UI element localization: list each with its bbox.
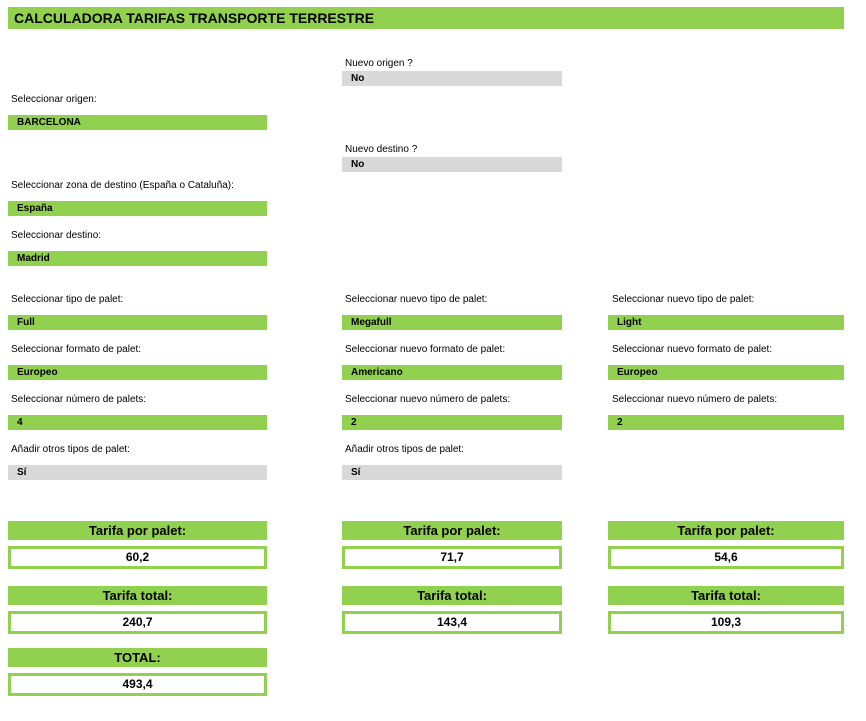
nuevo-destino-select[interactable]: No xyxy=(342,157,562,172)
nuevo-origen-label: Nuevo origen ? xyxy=(345,58,413,69)
anadir-palet-select-2[interactable]: Sí xyxy=(342,465,562,480)
calculator-title: CALCULADORA TARIFAS TRANSPORTE TERRESTRE xyxy=(8,7,844,29)
tipo-palet-select[interactable]: Full xyxy=(8,315,267,330)
nuevo-tipo-palet-label-3: Seleccionar nuevo tipo de palet: xyxy=(612,294,755,305)
tarifa-total-value-3: 109,3 xyxy=(608,611,844,634)
tarifa-total-value-2: 143,4 xyxy=(342,611,562,634)
nuevo-formato-palet-label-3: Seleccionar nuevo formato de palet: xyxy=(612,344,773,355)
nuevo-tipo-palet-select[interactable]: Megafull xyxy=(342,315,562,330)
zona-destino-label: Seleccionar zona de destino (España o Cataluña): xyxy=(11,180,234,191)
nuevo-formato-palet-label: Seleccionar nuevo formato de palet: xyxy=(345,344,506,355)
tipo-palet-label: Seleccionar tipo de palet: xyxy=(11,294,124,305)
tarifa-palet-value-3: 54,6 xyxy=(608,546,844,569)
numero-palets-label: Seleccionar número de palets: xyxy=(11,394,147,405)
nuevo-numero-palets-input-3[interactable]: 2 xyxy=(608,415,844,430)
nuevo-formato-palet-select-3[interactable]: Europeo xyxy=(608,365,844,380)
nuevo-formato-palet-select[interactable]: Americano xyxy=(342,365,562,380)
tarifa-palet-header: Tarifa por palet: xyxy=(8,521,267,540)
formato-palet-select[interactable]: Europeo xyxy=(8,365,267,380)
tarifa-total-value: 240,7 xyxy=(8,611,267,634)
tarifa-palet-value-2: 71,7 xyxy=(342,546,562,569)
anadir-palet-select[interactable]: Sí xyxy=(8,465,267,480)
nuevo-numero-palets-label-3: Seleccionar nuevo número de palets: xyxy=(612,394,778,405)
tarifa-palet-value: 60,2 xyxy=(8,546,267,569)
anadir-palet-label: Añadir otros tipos de palet: xyxy=(11,444,130,455)
origen-select[interactable]: BARCELONA xyxy=(8,115,267,130)
tarifa-total-header-2: Tarifa total: xyxy=(342,586,562,605)
tarifa-total-header: Tarifa total: xyxy=(8,586,267,605)
nuevo-tipo-palet-select-3[interactable]: Light xyxy=(608,315,844,330)
nuevo-numero-palets-label: Seleccionar nuevo número de palets: xyxy=(345,394,511,405)
tarifa-total-header-3: Tarifa total: xyxy=(608,586,844,605)
anadir-palet-label-2: Añadir otros tipos de palet: xyxy=(345,444,464,455)
tarifa-palet-header-3: Tarifa por palet: xyxy=(608,521,844,540)
nuevo-numero-palets-input[interactable]: 2 xyxy=(342,415,562,430)
destino-label: Seleccionar destino: xyxy=(11,230,102,241)
nuevo-origen-select[interactable]: No xyxy=(342,71,562,86)
destino-select[interactable]: Madrid xyxy=(8,251,267,266)
formato-palet-label: Seleccionar formato de palet: xyxy=(11,344,142,355)
nuevo-tipo-palet-label: Seleccionar nuevo tipo de palet: xyxy=(345,294,488,305)
tarifa-palet-header-2: Tarifa por palet: xyxy=(342,521,562,540)
total-value: 493,4 xyxy=(8,673,267,696)
total-header: TOTAL: xyxy=(8,648,267,667)
nuevo-destino-label: Nuevo destino ? xyxy=(345,144,418,155)
origen-label: Seleccionar origen: xyxy=(11,94,97,105)
zona-destino-select[interactable]: España xyxy=(8,201,267,216)
numero-palets-input[interactable]: 4 xyxy=(8,415,267,430)
